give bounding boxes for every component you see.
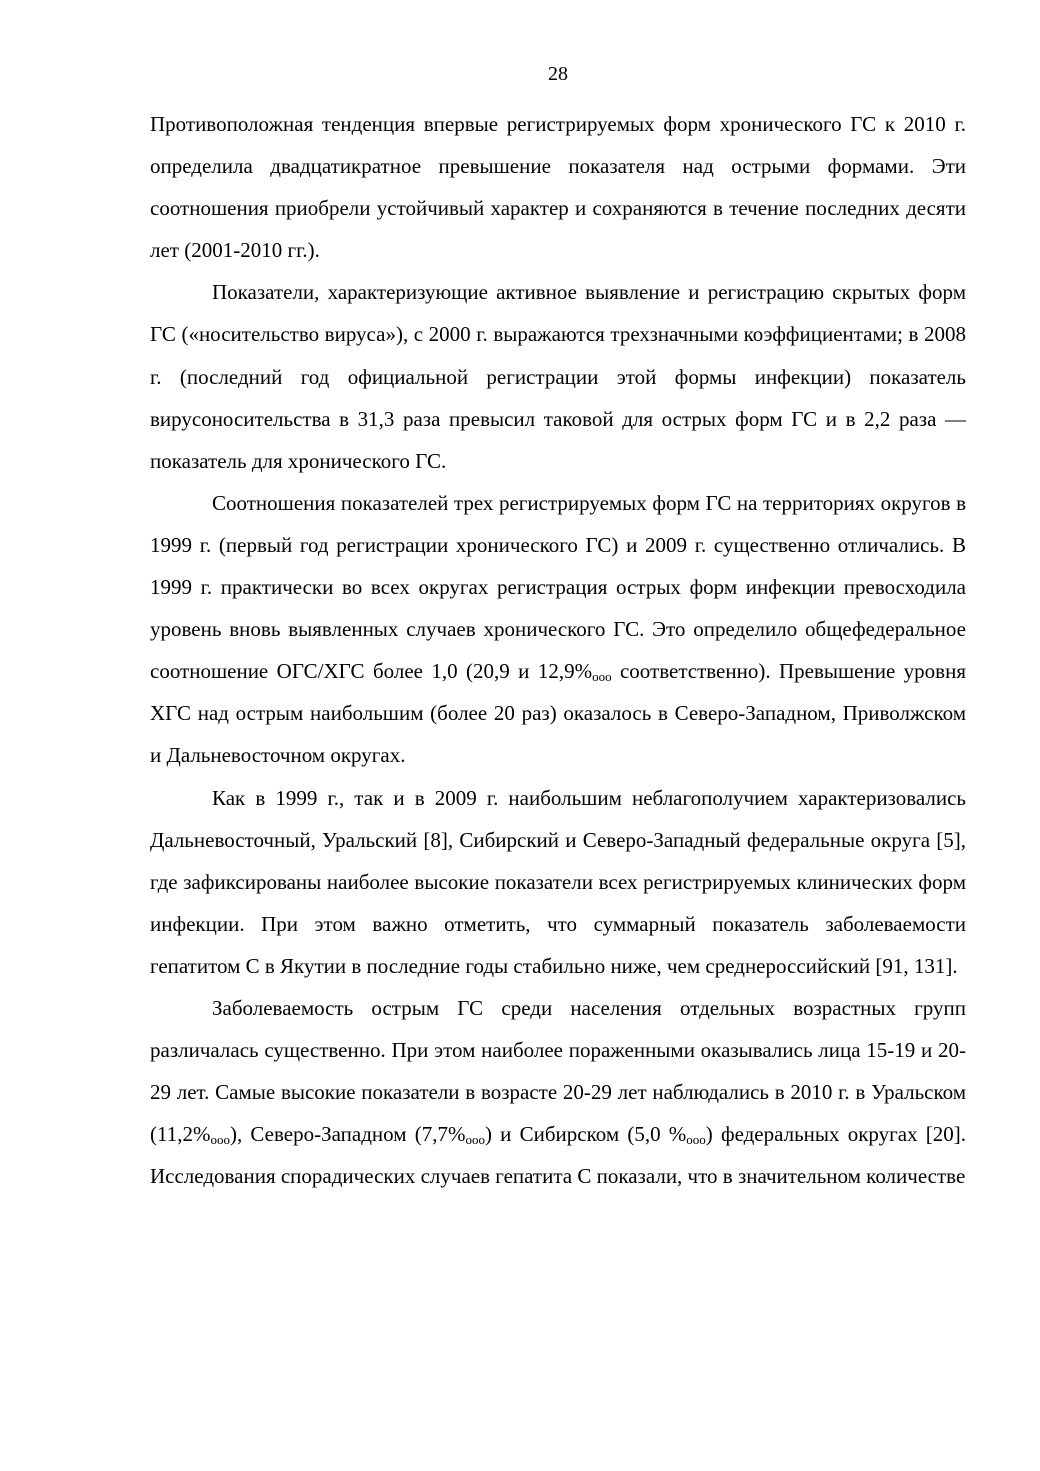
paragraph-4 bbox=[150, 777, 966, 987]
paragraph-text: Противоположная тенденция впервые регистрируемых форм хронического ГС к 2010 г. определила двадцатикратное превышение показателя над острыми формами. Эти соотношения приобрели устойчивый характер и сохраняются в течение последних десяти лет (2001-2010 гг.). bbox=[150, 112, 966, 263]
page-number: 28 bbox=[548, 63, 568, 85]
paragraph-text: соответственно). Превышение уровня ХГС над острым наибольшим (более 20 раз) оказалось в Северо-Западном, Приволжском и Дальневосточном округах. bbox=[150, 659, 966, 768]
paragraph-text: Показатели, характеризующие активное выявление и регистрацию скрытых форм ГС («носительство вируса»), с 2000 г. выражаются трехзначными коэффициентами; в 2008 г. (последний год официальной регистрации этой формы инфекции) показатель вирусоносительства в 31,3 раза превысил таковой для острых форм ГС и в 2,2 раза — показатель для хронического ГС. bbox=[150, 280, 966, 473]
paragraph-3 bbox=[150, 482, 966, 777]
paragraph-2 bbox=[150, 271, 966, 481]
paragraph-text: Как в 1999 г., так и в 2009 г. наибольшим неблагополучием характеризовались Дальневосточный, Уральский [8], Сибирский и Северо-Западный федеральные округа [5], где зафиксированы наиболее высокие показатели всех регистрируемых клинических форм инфекции. При этом важно отметить, что суммарный показатель заболеваемости гепатитом С в Якутии в последние годы стабильно ниже, чем среднероссийский [91, 131]. bbox=[150, 785, 966, 978]
paragraph-text: ) и Сибирском (5,0 % bbox=[484, 1122, 687, 1147]
paragraph-text: Соотношения показателей трех регистрируемых форм ГС на территориях округов в 1999 г. (первый год регистрации хронического ГС) и 2009 г. существенно отличались. В 1999 г. практически во всех округах регистрация острых форм инфекции превосходила уровень вновь выявленных случаев хронического ГС. Это определило общефедеральное соотношение ОГС/ХГС более 1,0 (20,9 и 12,9% bbox=[150, 490, 966, 684]
paragraph-text: ), Северо-Западном (7,7% bbox=[229, 1122, 466, 1147]
paragraph-1 bbox=[150, 103, 966, 271]
per-hundred-thousand-subscript: ооо bbox=[465, 1132, 485, 1148]
per-hundred-thousand-subscript: ооо bbox=[592, 669, 612, 685]
paragraph-5 bbox=[150, 987, 966, 1197]
document-body bbox=[150, 103, 966, 1197]
paragraph-text: ) федеральных округах [20]. Исследования спорадических случаев гепатита С показали, что в значительном количестве bbox=[150, 1122, 967, 1189]
per-hundred-thousand-subscript: ооо bbox=[210, 1132, 230, 1148]
per-hundred-thousand-subscript: ооо bbox=[686, 1132, 706, 1148]
paragraph-text: Заболеваемость острым ГС среди населения отдельных возрастных групп различалась существенно. При этом наиболее пораженными оказывались лица 15-19 и 20-29 лет. Самые высокие показатели в возрасте 20-29 лет наблюдались в 2010 г. в Уральском (11,2% bbox=[150, 995, 966, 1147]
